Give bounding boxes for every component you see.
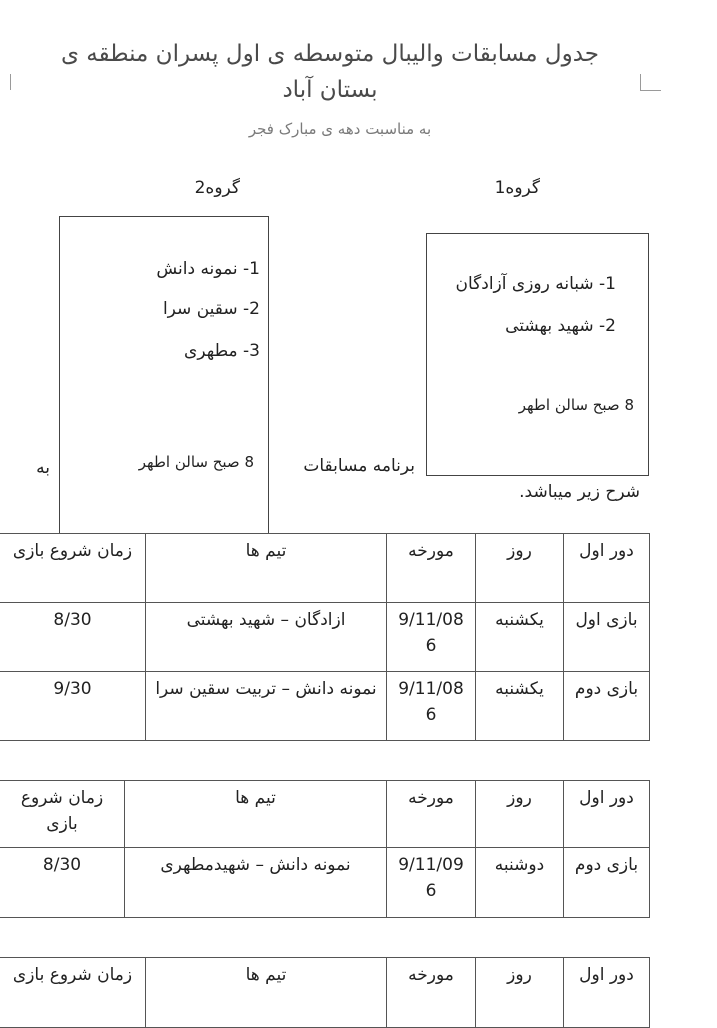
intro-part1: برنامه مسابقات bbox=[303, 456, 415, 476]
table-cell: 8/30 bbox=[0, 848, 125, 918]
group1-box bbox=[426, 233, 649, 476]
group1-label: گروه1 bbox=[494, 178, 540, 198]
header-cell: روز bbox=[476, 781, 564, 848]
table-cell: 9/11/08 6 bbox=[387, 672, 476, 741]
table-cell: 8/30 bbox=[0, 603, 146, 672]
group1-team-1: 1- شبانه روزی آزادگان bbox=[455, 274, 616, 294]
table-cell: یکشنبه bbox=[476, 603, 564, 672]
page-corner-mark-right bbox=[640, 74, 661, 91]
group2-team-1: 1- نمونه دانش bbox=[156, 259, 260, 279]
group2-venue: 8 صبح سالن اطهر bbox=[138, 453, 254, 471]
page-corner-mark-left bbox=[0, 74, 11, 90]
table-row bbox=[0, 848, 650, 918]
intro-part3: شرح زیر میباشد. bbox=[519, 482, 640, 502]
table-header-row bbox=[0, 781, 650, 848]
table-cell: بازی دوم bbox=[564, 672, 650, 741]
document-subtitle: به مناسبت دهه ی مبارک فجر bbox=[248, 120, 432, 138]
header-cell: زمان شروع بازی bbox=[0, 534, 146, 603]
header-cell: مورخه bbox=[387, 781, 476, 848]
group1-venue: 8 صبح سالن اطهر bbox=[518, 396, 634, 414]
header-cell: دور اول bbox=[564, 534, 650, 603]
table-cell: 9/30 bbox=[0, 672, 146, 741]
document-title-line1: جدول مسابقات والیبال متوسطه ی اول پسران منطقه ی bbox=[60, 41, 600, 67]
table-header-row bbox=[0, 958, 650, 1028]
header-cell: دور اول bbox=[564, 781, 650, 848]
header-cell: تیم ها bbox=[146, 958, 387, 1028]
table-cell: ازادگان – شهید بهشتی bbox=[146, 603, 387, 672]
group2-box bbox=[59, 216, 269, 534]
document-title-line2: بستان آباد bbox=[282, 77, 378, 103]
table-cell: نمونه دانش – تربیت سقین سرا bbox=[146, 672, 387, 741]
table-cell: دوشنبه bbox=[476, 848, 564, 918]
schedule-table-3 bbox=[0, 957, 650, 1028]
schedule-table-1 bbox=[0, 533, 650, 741]
header-cell: زمان شروع بازی bbox=[0, 781, 125, 848]
header-cell: مورخه bbox=[387, 958, 476, 1028]
table-cell: نمونه دانش – شهیدمطهری bbox=[125, 848, 387, 918]
table-cell: یکشنبه bbox=[476, 672, 564, 741]
header-cell: تیم ها bbox=[146, 534, 387, 603]
header-cell: مورخه bbox=[387, 534, 476, 603]
table-row bbox=[0, 603, 650, 672]
table-cell: بازی اول bbox=[564, 603, 650, 672]
group2-team-3: 3- مطهری bbox=[184, 341, 260, 361]
group1-team-2: 2- شهید بهشتی bbox=[505, 316, 616, 336]
table-cell: 9/11/09 6 bbox=[387, 848, 476, 918]
table-cell: 9/11/08 6 bbox=[387, 603, 476, 672]
table-header-row bbox=[0, 534, 650, 603]
intro-part2: به bbox=[36, 458, 50, 478]
header-cell: روز bbox=[476, 534, 564, 603]
header-cell: زمان شروع بازی bbox=[0, 958, 146, 1028]
table-cell: بازی دوم bbox=[564, 848, 650, 918]
group2-label: گروه2 bbox=[194, 178, 240, 198]
group2-team-2: 2- سقین سرا bbox=[162, 299, 260, 319]
table-row bbox=[0, 672, 650, 741]
header-cell: دور اول bbox=[564, 958, 650, 1028]
schedule-table-2 bbox=[0, 780, 650, 918]
header-cell: روز bbox=[476, 958, 564, 1028]
header-cell: تیم ها bbox=[125, 781, 387, 848]
